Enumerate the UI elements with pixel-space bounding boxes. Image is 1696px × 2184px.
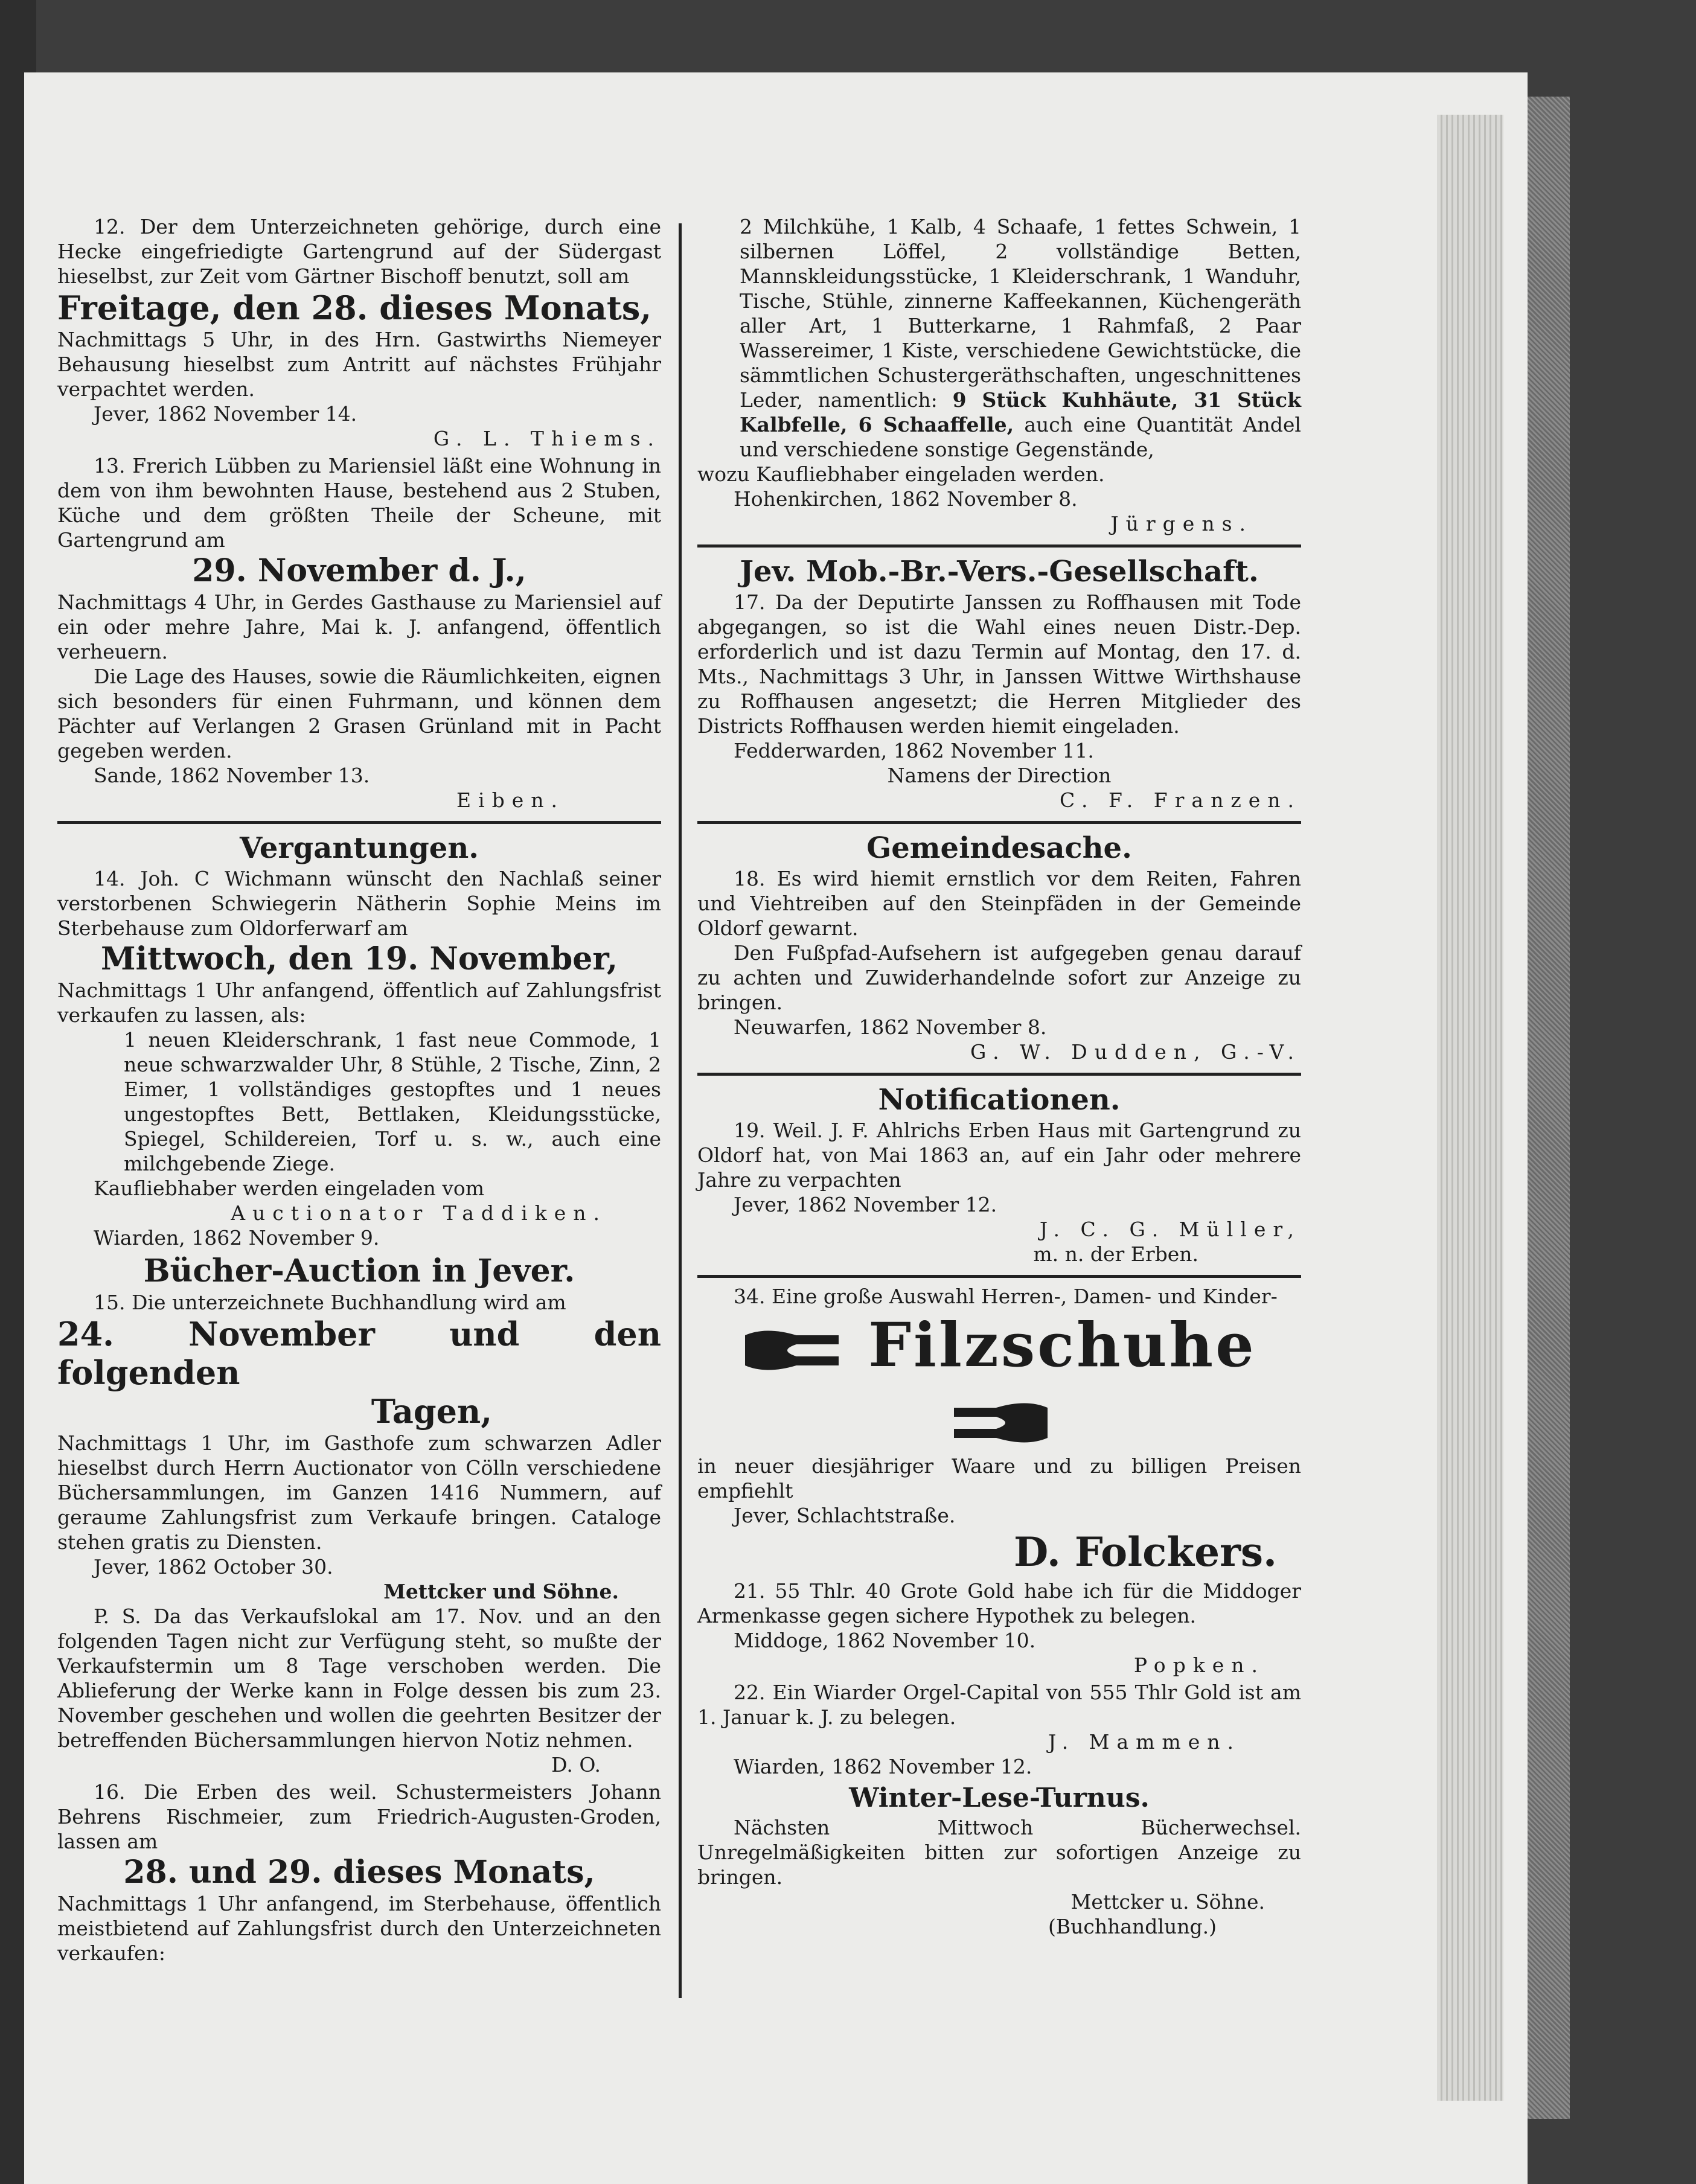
ad-18-text2: Den Fußpfad-Aufsehern ist aufgegeben genau darauf zu achten und Zuwiderhandelnde sofort zur Anzeige zu bringen. (697, 941, 1301, 1014)
ad-12-text: 12. Der dem Unterzeichneten gehörige, durch eine Hecke eingefriedigte Gartengrund auf der Südergast hieselbst, zur Zeit vom Gärtner Bischoff benutzt, soll am (57, 215, 661, 288)
ad-19-signature-1: J. C. G. Müller, (1039, 1218, 1301, 1241)
ad-18-date: Neuwarfen, 1862 November 8. (734, 1015, 1047, 1039)
ad-21 (697, 1579, 1301, 1678)
ad-19-signature-2: m. n. der Erben. (1033, 1242, 1198, 1266)
ad-34-signature: D. Folckers. (1014, 1528, 1277, 1576)
ad-15-headline-2: Tagen, (371, 1392, 492, 1431)
ad-12-headline: Freitage, den 28. dieses Monats, (57, 289, 652, 327)
ad-12-signature: G. L. Thiems. (433, 427, 661, 450)
ad-15-date: Jever, 1862 October 30. (94, 1555, 333, 1579)
ad-16-body: Nachmittags 1 Uhr anfangend, im Sterbehause, öffentlich meistbietend auf Zahlungsfrist durch den Unterzeichneten verkaufen: (57, 1892, 661, 1965)
ad-16-cont-bold: 9 Stück Kuhhäute, 31 Stück Kalbfelle, 6 Schaaffelle, (740, 388, 1301, 436)
section-rule (697, 544, 1301, 548)
ad-16-cont-date: Hohenkirchen, 1862 November 8. (734, 487, 1078, 511)
ad-12-date: Jever, 1862 November 14. (94, 402, 357, 426)
ad-16-cont-invite: wozu Kaufliebhaber eingeladen werden. (697, 462, 1105, 486)
ad-13-body: Nachmittags 4 Uhr, in Gerdes Gasthause zu Mariensiel auf ein oder mehre Jahre, Mai k. J. anfangend, öffentlich verheuern. (57, 590, 661, 663)
winter-note: (Buchhandlung.) (1048, 1915, 1217, 1938)
ad-18 (697, 866, 1301, 1064)
ad-18-signature: G. W. Dudden, G.-V. (970, 1040, 1301, 1064)
ad-13-text: 13. Frerich Lübben zu Mariensiel läßt eine Wohnung in dem von ihm bewohnten Hause, bestehend aus 2 Stuben, Küche und dem größten Theile der Scheune, mit Gartengrund am (57, 454, 661, 552)
ad-34-place: Jever, Schlachtstraße. (734, 1504, 956, 1527)
ad-15 (57, 1253, 661, 1777)
section-title-notificationen: Notificationen. (878, 1083, 1121, 1117)
section-title-vergantungen: Vergantungen. (240, 831, 479, 865)
ad-22-signature: J. Mammen. (1048, 1730, 1241, 1754)
ad-16-cont-body: 2 Milchkühe, 1 Kalb, 4 Schaafe, 1 fettes Schwein, 1 silbernen Löffel, 2 vollständige Betten, Mannskleidungsstücke, 1 Kleiderschrank, 1 Wanduhr, Tische, Stühle, zinnerne Kaffeekannen, Küchengeräth aller Art, 1 Butterkarne, 1 Rahmfaß, 2 Paar Wassereimer, 1 Kiste, verschiedene Gewichtstücke, die sämmtlichen Schustergeräthschaften, ungeschnittenes Leder, namentlich: (740, 215, 1301, 412)
ad-15-headline-1: 24. November und den folgenden (57, 1315, 661, 1392)
ad-15-signature: Mettcker und Söhne. (383, 1580, 619, 1603)
ad-34-text: 34. Eine große Auswahl Herren-, Damen- und Kinder- (734, 1285, 1278, 1308)
section-rule (697, 1073, 1301, 1076)
ad-22-date: Wiarden, 1862 November 12. (734, 1755, 1032, 1778)
ad-22-text: 22. Ein Wiarder Orgel-Capital von 555 Thlr Gold ist am 1. Januar k. J. zu belegen. (697, 1681, 1301, 1729)
left-column (57, 214, 661, 1968)
ad-22 (697, 1680, 1301, 1779)
ad-13 (57, 453, 661, 813)
ad-16-cont-signature: Jürgens. (1110, 512, 1253, 535)
ad-19-date: Jever, 1862 November 12. (734, 1193, 997, 1216)
ad-21-signature: Popken. (1133, 1653, 1265, 1677)
ad-34 (697, 1284, 1301, 1576)
ad-16-text: 16. Die Erben des weil. Schustermeisters Johann Behrens Rischmeier, zum Friedrich-Augusten-Groden, lassen am (57, 1780, 661, 1853)
ad-15-ps-signature: D. O. (551, 1753, 601, 1777)
section-rule (697, 821, 1301, 824)
ad-15-ps: P. S. Da das Verkaufslokal am 17. Nov. und an den folgenden Tagen nicht zur Verfügung steht, so mußte der Verkaufstermin um 8 Tage verschoben werden. Die Ablieferung der Werke kann in Folge dessen bis zum 23. November geschehen und wollen die geehrten Besitzer der betreffenden Büchersammlungen hiervon Notiz nehmen. (57, 1604, 661, 1752)
winter-lese-turnus (697, 1781, 1301, 1939)
winter-text: Nächsten Mittwoch Bücherwechsel. Unregelmäßigkeiten bitten zur sofortigen Anzeige zu bringen. (697, 1816, 1301, 1889)
column-divider (679, 223, 682, 1998)
ad-14 (57, 866, 661, 1250)
winter-title: Winter-Lese-Turnus. (849, 1783, 1150, 1813)
section-title-jev: Jev. Mob.-Br.-Vers.-Gesellschaft. (740, 555, 1259, 589)
winter-signature: Mettcker u. Söhne. (1070, 1890, 1265, 1914)
section-rule (57, 821, 661, 824)
ad-17 (697, 590, 1301, 813)
ad-16 (57, 1780, 661, 1965)
ad-13-signature: Eiben. (456, 788, 565, 812)
hand-ornament-icon (948, 1396, 1051, 1450)
ad-12-body: Nachmittags 5 Uhr, in des Hrn. Gastwirths Niemeyer Behausung hieselbst zum Antritt auf nächstes Frühjahr verpachtet werden. (57, 328, 661, 401)
page-stack-edges (1437, 115, 1503, 2101)
ad-15-text: 15. Die unterzeichnete Buchhandlung wird am (94, 1291, 566, 1314)
ad-16-continued (697, 214, 1301, 536)
ad-21-date: Middoge, 1862 November 10. (734, 1629, 1036, 1652)
ad-14-items: 1 neuen Kleiderschrank, 1 fast neue Commode, 1 neue schwarzwalder Uhr, 8 Stühle, 2 Tische, Zinn, 2 Eimer, 1 vollständiges gestopftes und 1 neues ungestopftes Bett, Bettlaken, Kleidungsstücke, Spiegel, Schildereien, Torf u. s. w., auch eine milchgebende Ziege. (124, 1028, 661, 1175)
ad-34-body: in neuer diesjähriger Waare und zu billigen Preisen empfiehlt (697, 1454, 1301, 1502)
section-title-gemeinde: Gemeindesache. (866, 831, 1132, 865)
ad-14-invite: Kaufliebhaber werden eingeladen vom (94, 1177, 485, 1200)
ad-14-text: 14. Joh. C Wichmann wünscht den Nachlaß seiner verstorbenen Schwiegerin Nätherin Sophie Meins im Sterbehause zum Oldorferwarf am (57, 867, 661, 940)
ad-14-signature: Auctionator Taddiken. (231, 1201, 607, 1225)
ad-34-headline: Filzschuhe (868, 1309, 1256, 1381)
ad-13-date: Sande, 1862 November 13. (94, 764, 370, 787)
ad-19-text: 19. Weil. J. F. Ahlrichs Erben Haus mit Gartengrund zu Oldorf hat, von Mai 1863 an, auf ein Jahr oder mehrere Jahre zu verpachten (697, 1119, 1301, 1192)
ad-17-signature-1: Namens der Direction (887, 764, 1112, 787)
ad-17-text: 17. Da der Deputirte Janssen zu Roffhausen mit Tode abgegangen, so ist die Wahl eines neuen Distr.-Dep. erforderlich und ist dazu Termin auf Montag, den 17. d. Mts., Nachmittags 3 Uhr, in Janssen Wittwe Wirthshause zu Roffhausen angesetzt; die Herren Mitglieder des Districts Roffhausen werden hiemit eingeladen. (697, 590, 1301, 738)
right-column (697, 214, 1301, 1941)
ad-15-title: Bücher-Auction in Jever. (143, 1253, 575, 1289)
ad-14-headline: Mittwoch, den 19. November, (100, 940, 618, 977)
hand-ornament-icon (742, 1323, 845, 1378)
ad-19 (697, 1118, 1301, 1266)
ad-21-text: 21. 55 Thlr. 40 Grote Gold habe ich für die Middoger Armenkasse gegen sichere Hypothek zu belegen. (697, 1579, 1301, 1627)
ad-12 (57, 214, 661, 451)
ad-18-text: 18. Es wird hiemit ernstlich vor dem Reiten, Fahren und Viehtreiben auf den Steinpfäden in der Gemeinde Oldorf gewarnt. (697, 867, 1301, 940)
ad-14-date: Wiarden, 1862 November 9. (94, 1226, 380, 1250)
ad-15-body: Nachmittags 1 Uhr, im Gasthofe zum schwarzen Adler hieselbst durch Herrn Auctionator von Cölln verschiedene Büchersammlungen, im Ganzen 1416 Nummern, auf geraume Zahlungsfrist zum Verkaufe bringen. Cataloge stehen gratis zu Diensten. (57, 1431, 661, 1554)
ad-34-headline-row (697, 1309, 1301, 1454)
ad-13-headline: 29. November d. J., (192, 552, 526, 589)
section-rule (697, 1275, 1301, 1278)
ad-13-body2: Die Lage des Hauses, sowie die Räumlichkeiten, eignen sich besonders für einen Fuhrmann, und können dem Pächter auf Verlangen 2 Grasen Grünland mit in Pacht gegeben werden. (57, 665, 661, 762)
ad-14-body: Nachmittags 1 Uhr anfangend, öffentlich auf Zahlungsfrist verkaufen zu lassen, als: (57, 979, 661, 1027)
ad-17-date: Fedderwarden, 1862 November 11. (734, 739, 1094, 762)
ad-16-headline: 28. und 29. dieses Monats, (123, 1854, 595, 1891)
ad-17-signature-2: C. F. Franzen. (1059, 788, 1301, 812)
ad-16-cont-body-end: auch eine Quantität Andel und verschiedene sonstige Gegenstände, (740, 413, 1301, 461)
